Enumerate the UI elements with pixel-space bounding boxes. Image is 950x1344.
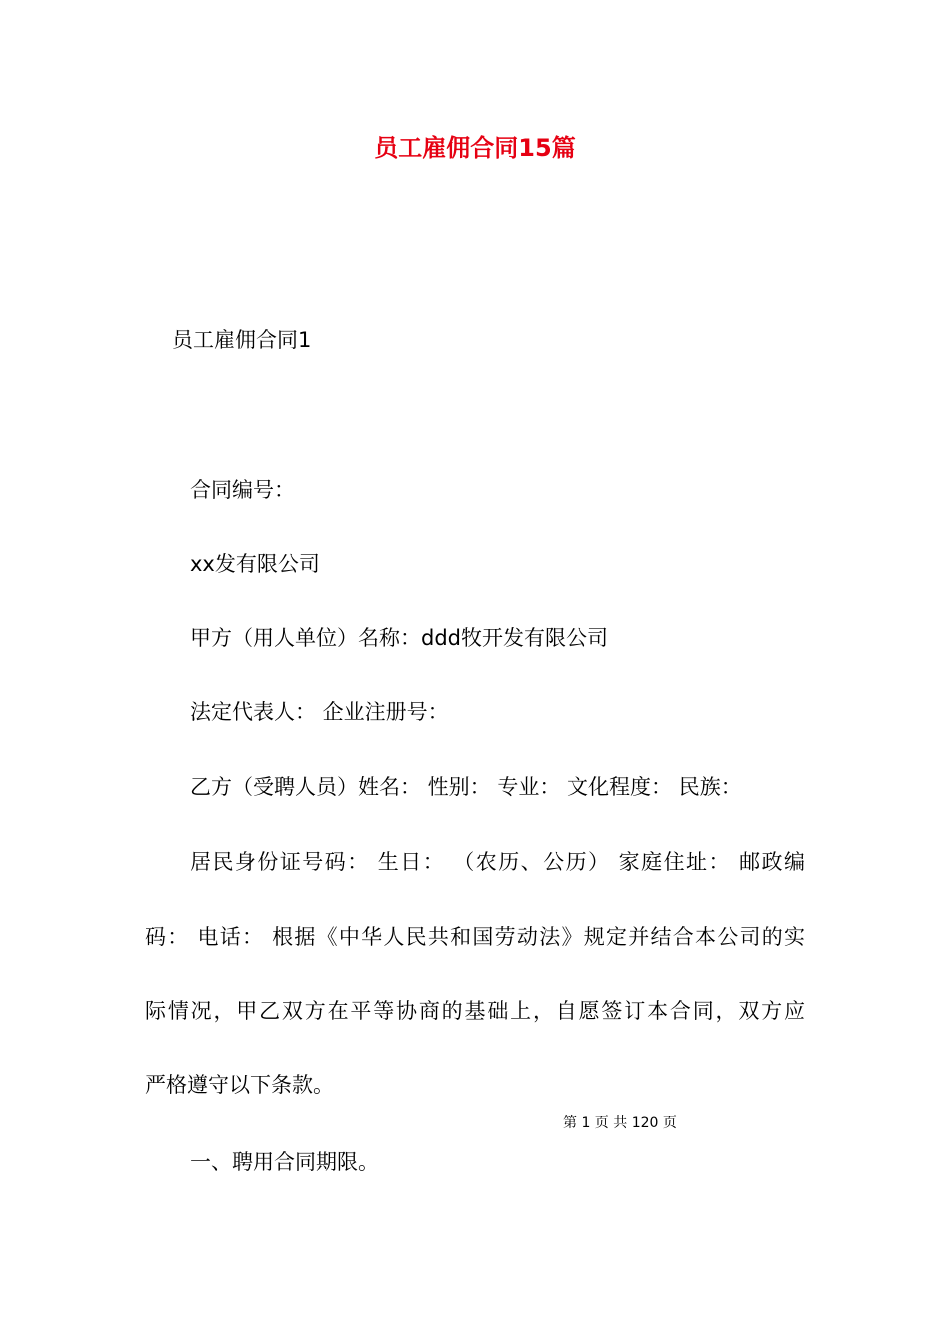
section-heading: 员工雇佣合同1 xyxy=(172,328,312,352)
company-line: xx发有限公司 xyxy=(190,552,320,576)
body-paragraph-line: 居民身份证号码： 生日： （农历、公历） 家庭住址： 邮政编 xyxy=(190,850,805,874)
body-paragraph-line: 码： 电话： 根据《中华人民共和国劳动法》规定并结合本公司的实 xyxy=(145,925,805,949)
clause-heading: 一、聘用合同期限。 xyxy=(190,1150,379,1174)
legal-representative-line: 法定代表人： 企业注册号： xyxy=(190,700,449,724)
body-paragraph-line: 际情况，甲乙双方在平等协商的基础上，自愿签订本合同，双方应 xyxy=(145,999,805,1023)
page-footer: 第 1 页 共 120 页 xyxy=(563,1115,677,1131)
party-b-info-line: 乙方（受聘人员）姓名： 性别： 专业： 文化程度： 民族： xyxy=(190,775,742,799)
party-a-name-line: 甲方（用人单位）名称：ddd牧开发有限公司 xyxy=(190,626,608,650)
contract-number-line: 合同编号： xyxy=(190,478,295,502)
document-title: 员工雇佣合同15篇 xyxy=(374,134,576,162)
body-paragraph-line: 严格遵守以下条款。 xyxy=(145,1073,334,1097)
